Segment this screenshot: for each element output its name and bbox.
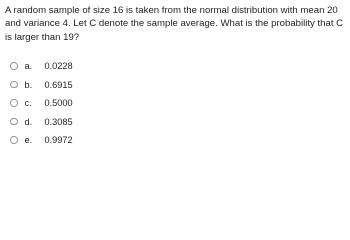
radio-button-icon[interactable] xyxy=(10,136,18,144)
radio-button-icon[interactable] xyxy=(10,99,18,107)
answer-letter: c. xyxy=(24,98,32,108)
answer-option-c[interactable] xyxy=(10,95,310,111)
answer-value: 0.5000 xyxy=(44,98,73,108)
radio-button-icon[interactable] xyxy=(10,118,18,126)
answer-letter: a. xyxy=(24,61,33,71)
answer-value: 0.3085 xyxy=(44,116,73,127)
answer-options xyxy=(10,58,310,151)
question-text: A random sample of size 16 is taken from the normal distribution with mean 20 and variance 4. Let C denote the sample average. What is the probability that C is larger than 19? xyxy=(5,5,344,43)
radio-button-icon[interactable] xyxy=(10,62,18,70)
radio-button-icon[interactable] xyxy=(10,81,18,89)
answer-value: 0.9972 xyxy=(44,135,73,145)
answer-letter: e. xyxy=(24,135,33,145)
answer-value: 0.6915 xyxy=(44,79,73,90)
answer-option-a[interactable] xyxy=(10,58,310,74)
answer-letter: b. xyxy=(24,79,33,90)
answer-option-b[interactable] xyxy=(10,77,310,93)
answer-option-e[interactable] xyxy=(10,132,310,148)
answer-letter: d. xyxy=(24,116,33,127)
answer-value: 0.0228 xyxy=(44,61,73,71)
answer-option-d[interactable] xyxy=(10,114,310,130)
